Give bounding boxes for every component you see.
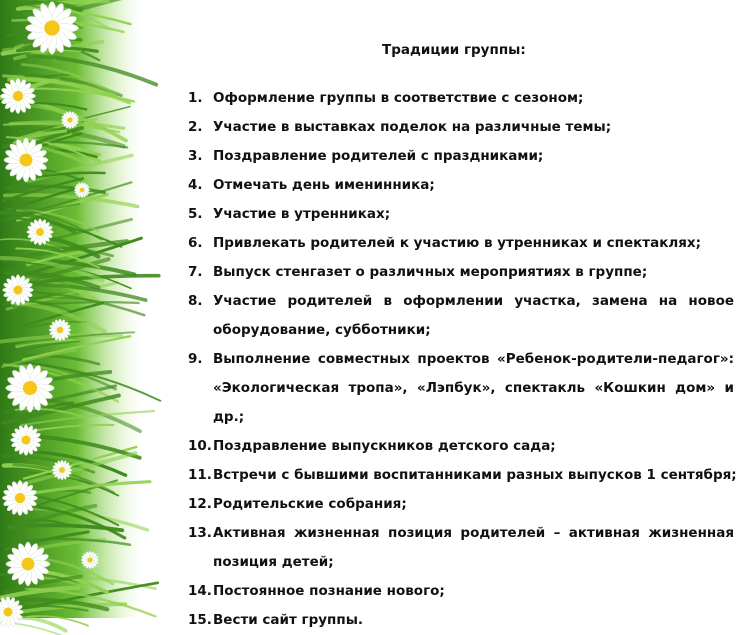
list-item bbox=[188, 113, 734, 142]
list-item-text: Поздравление выпускников детского сада; bbox=[213, 438, 556, 454]
list-item-text: Оформление группы в соответствие с сезоном; bbox=[213, 90, 584, 106]
list-item-number: 12. bbox=[188, 496, 212, 512]
list-item-number: 6. bbox=[188, 235, 203, 251]
list-item-text: Вести сайт группы. bbox=[213, 612, 364, 628]
list-item-text: Участие в утренниках; bbox=[213, 206, 391, 222]
list-item bbox=[188, 84, 734, 113]
list-item-text: Участие в выставках поделок на различные темы; bbox=[213, 119, 612, 135]
list-item-number: 10. bbox=[188, 438, 212, 454]
list-item bbox=[188, 432, 734, 461]
list-item-text: Отмечать день именинника; bbox=[213, 177, 435, 193]
traditions-list bbox=[188, 84, 737, 635]
list-item bbox=[188, 577, 734, 606]
list-item bbox=[188, 200, 734, 229]
list-item bbox=[188, 142, 734, 171]
list-item-number: 5. bbox=[188, 206, 203, 222]
list-item-number: 8. bbox=[188, 293, 203, 309]
list-item bbox=[188, 490, 734, 519]
list-item-number: 14. bbox=[188, 583, 212, 599]
list-item-number: 4. bbox=[188, 177, 203, 193]
list-item-text: Выпуск стенгазет о различных мероприятиях в группе; bbox=[213, 264, 648, 280]
list-item-text: Родительские собрания; bbox=[213, 496, 407, 512]
list-item-number: 1. bbox=[188, 90, 203, 106]
list-item bbox=[188, 171, 734, 200]
list-item-text: Привлекать родителей к участию в утренниках и спектаклях; bbox=[213, 235, 702, 251]
page-title: Традиции группы: bbox=[382, 42, 526, 58]
list-item bbox=[188, 287, 734, 345]
list-item-text: Выполнение совместных проектов «Ребенок-родители-педагог»: «Экологическая тропа», «Лэпбук», спектакль «Кошкин дом» и др.; bbox=[213, 351, 734, 425]
list-item-number: 13. bbox=[188, 525, 212, 541]
list-item-number: 11. bbox=[188, 467, 212, 483]
list-item-text: Активная жизненная позиция родителей – активная жизненная позиция детей; bbox=[213, 525, 734, 570]
list-item-text: Постоянное познание нового; bbox=[213, 583, 445, 599]
list-item-number: 15. bbox=[188, 612, 212, 628]
list-item bbox=[188, 461, 737, 490]
list-item-text: Участие родителей в оформлении участка, замена на новое оборудование, субботники; bbox=[213, 293, 734, 338]
list-item-text: Поздравление родителей с праздниками; bbox=[213, 148, 544, 164]
list-item-number: 2. bbox=[188, 119, 203, 135]
list-item bbox=[188, 229, 734, 258]
list-item-number: 3. bbox=[188, 148, 203, 164]
list-item bbox=[188, 258, 734, 287]
list-item bbox=[188, 606, 734, 635]
list-item-number: 7. bbox=[188, 264, 203, 280]
list-item bbox=[188, 345, 734, 432]
list-item bbox=[188, 519, 734, 577]
list-item-text: Встречи с бывшими воспитанниками разных выпусков 1 сентября; bbox=[213, 467, 737, 483]
daisies-grass-border-icon bbox=[0, 0, 140, 618]
list-item-number: 9. bbox=[188, 351, 203, 367]
